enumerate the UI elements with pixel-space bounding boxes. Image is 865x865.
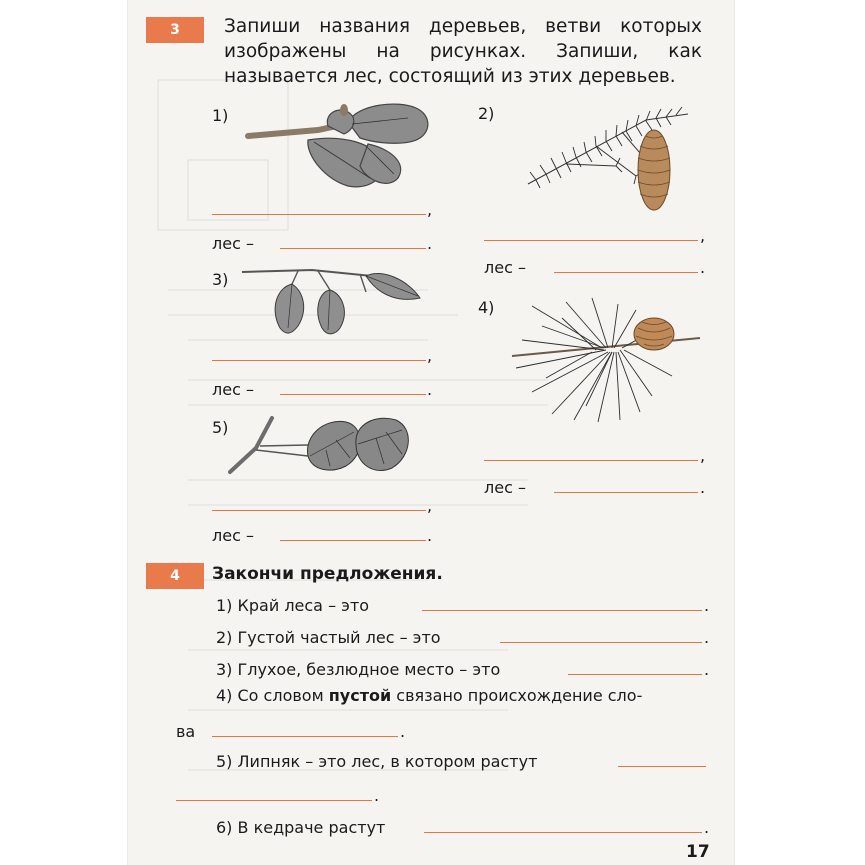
item-label-4: 4) [478,298,495,317]
forest-prefix-4: лес – [484,478,526,497]
answer-line-5-tree[interactable] [212,510,426,511]
comma-1: , [427,200,433,219]
period-s4: . [400,722,406,741]
aspen-branch-illustration [226,410,426,480]
forest-prefix-5: лес – [212,526,254,545]
answer-line-3-tree[interactable] [212,360,426,361]
task-title: Закончи предложения. [212,564,443,584]
task-instruction: Запиши названия деревьев, ветви которых изображены на рисунках. Запиши, как называется лес, состоящий из этих деревьев. [224,16,702,87]
sentence-4 [216,686,642,705]
task-number-badge: 3 [146,17,204,43]
sentence-3: 3) Глухое, безлюдное место – это [216,660,501,679]
sentence-5: 5) Липняк – это лес, в котором растут [216,752,538,771]
answer-line-s4[interactable] [212,736,398,737]
workbook-page [128,0,734,865]
comma-2: , [700,226,706,245]
answer-line-s6[interactable] [424,832,702,833]
answer-line-2-forest[interactable] [554,272,698,273]
forest-prefix-1: лес – [212,234,254,253]
answer-line-s2[interactable] [500,642,702,643]
comma-5: , [427,496,433,515]
period-2: . [700,258,706,277]
sentence-2: 2) Густой частый лес – это [216,628,441,647]
period-3: . [427,380,433,399]
item-label-2: 2) [478,104,495,123]
task-number-badge: 4 [146,563,204,589]
sentence-4-continuation: ва [176,722,196,741]
answer-line-s3[interactable] [568,674,702,675]
answer-line-4-tree[interactable] [484,460,698,461]
page-number: 17 [686,842,710,862]
forest-prefix-3: лес – [212,380,254,399]
answer-line-1-forest[interactable] [280,248,426,249]
period-5: . [427,526,433,545]
period-s6: . [704,818,710,837]
spruce-branch-illustration [526,96,696,216]
birch-branch-illustration [242,262,432,340]
sentence-6: 6) В кедраче растут [216,818,386,837]
answer-line-s5-cont[interactable] [176,800,372,801]
sentence-1: 1) Край леса – это [216,596,370,615]
item-label-3: 3) [212,270,229,289]
comma-4: , [700,446,706,465]
answer-line-s1[interactable] [422,610,702,611]
answer-line-s5[interactable] [618,766,706,767]
comma-3: , [427,346,433,365]
answer-line-3-forest[interactable] [280,394,426,395]
period-s1: . [704,596,710,615]
period-s2: . [704,628,710,647]
item-label-5: 5) [212,418,229,437]
answer-line-5-forest[interactable] [280,540,426,541]
answer-line-2-tree[interactable] [484,240,698,241]
period-1: . [427,234,433,253]
oak-branch-illustration [248,100,448,200]
period-s3: . [704,660,710,679]
pine-branch-illustration [512,296,708,426]
answer-line-4-forest[interactable] [554,492,698,493]
item-label-1: 1) [212,106,229,125]
forest-prefix-2: лес – [484,258,526,277]
period-s5: . [374,786,380,805]
sentence-4-end: связано происхождение сло- [391,686,643,705]
period-4: . [700,478,706,497]
sentence-4-start: 4) Со словом [216,686,329,705]
answer-line-1-tree[interactable] [212,214,426,215]
keyword-pustoy: пустой [328,686,392,705]
